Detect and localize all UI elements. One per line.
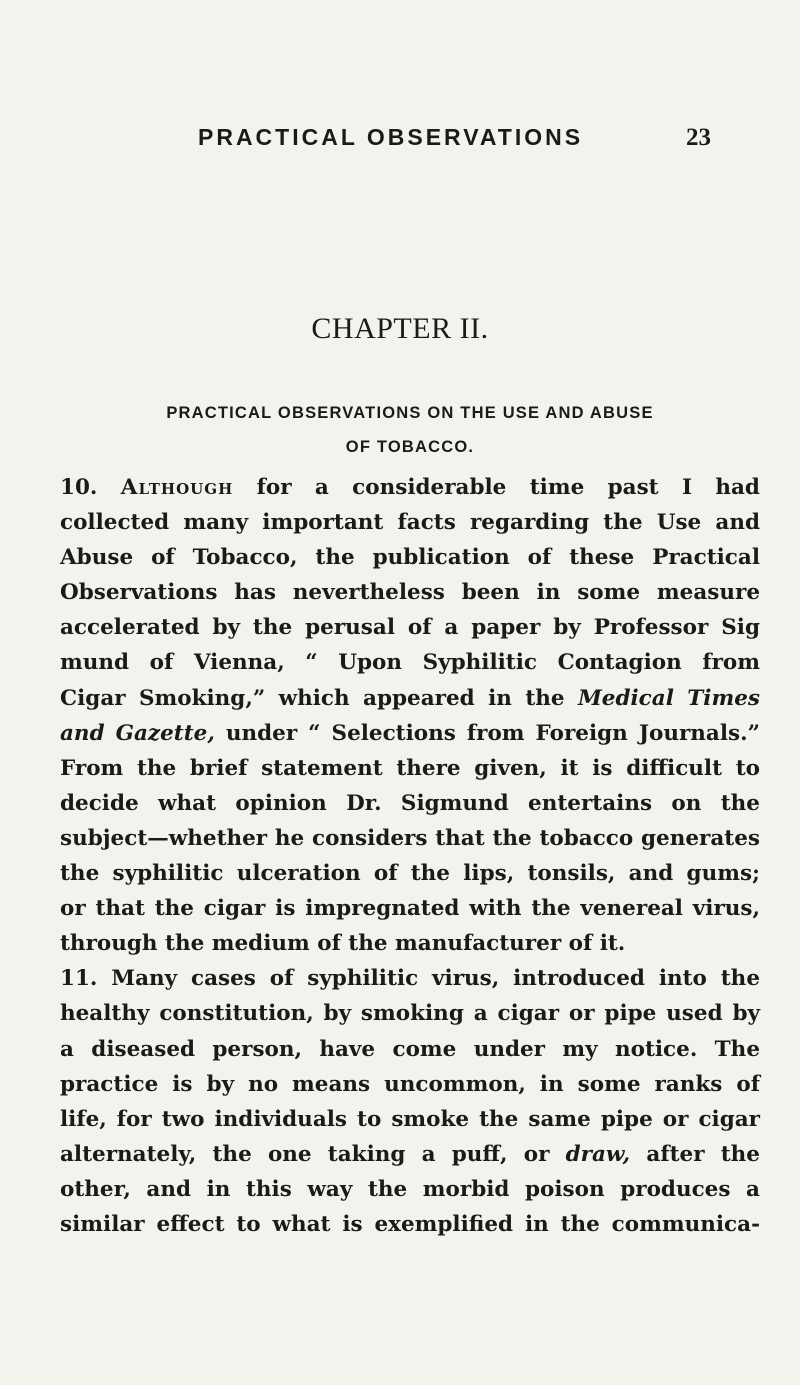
text-line [60, 1137, 760, 1172]
text-span: Many cases of syphilitic virus, introduced into the [111, 966, 760, 992]
text-line: accelerated by the perusal of a paper by Professor Sig [60, 615, 760, 641]
journal-title: Medical Times [578, 685, 760, 711]
journal-title: and Gazette, [60, 720, 215, 746]
chapter-subtitle-line: PRACTICAL OBSERVATIONS ON THE USE AND ABUSE [166, 404, 654, 422]
text-line: life, for two individuals to smoke the same pipe or cigar [60, 1106, 760, 1132]
text-line: a diseased person, have come under my notice. The [60, 1036, 760, 1062]
text-span: for a considerable time past I had [256, 475, 760, 500]
text-line: decide what opinion Dr. Sigmund entertains on the [60, 790, 760, 816]
text-line: similar effect to what is exemplified in the communica- [60, 1211, 760, 1237]
text-line: mund of Vienna, “ Upon Syphilitic Contagion from [60, 650, 760, 676]
text-span: Cigar Smoking,” which appeared in the [60, 685, 565, 711]
text-line [60, 470, 760, 505]
text-span: after the [646, 1141, 760, 1167]
text-line: or that the cigar is impregnated with the venereal virus, [60, 896, 760, 922]
running-title: PRACTICAL OBSERVATIONS [198, 124, 584, 150]
text-line [60, 681, 760, 716]
page-number: 23 [686, 124, 711, 151]
chapter-heading: CHAPTER II. [311, 312, 489, 345]
chapter-subtitle [60, 396, 760, 464]
text-span: alternately, the one taking a puff, or [60, 1141, 550, 1167]
text-line: collected many important facts regarding the Use and [60, 510, 760, 536]
text-line: through the medium of the manufacturer of it. [60, 931, 626, 957]
text-line [60, 716, 760, 751]
body-text [60, 470, 760, 1242]
text-line: From the brief statement there given, it is difficult to [60, 755, 760, 781]
paragraph-number: 11. [60, 966, 98, 992]
running-head [0, 124, 800, 164]
text-line: Abuse of Tobacco, the publication of these Practical [60, 545, 760, 571]
emphasis-word: draw, [565, 1141, 631, 1167]
lead-word: Although [120, 475, 234, 500]
paragraph-number: 10. [60, 475, 98, 500]
text-line: other, and in this way the morbid poison produces a [60, 1176, 760, 1202]
text-line: practice is by no means uncommon, in some ranks of [60, 1071, 760, 1097]
chapter-subtitle-line: OF TOBACCO. [345, 438, 475, 456]
text-line [60, 961, 760, 996]
text-span: under “ Selections from Foreign Journals.” [225, 720, 760, 746]
text-line: Observations has nevertheless been in some measure [60, 580, 760, 606]
text-line: subject—whether he considers that the tobacco generates [60, 825, 760, 851]
text-line: the syphilitic ulceration of the lips, tonsils, and gums; [60, 861, 760, 887]
text-line: healthy constitution, by smoking a cigar or pipe used by [60, 1001, 760, 1027]
